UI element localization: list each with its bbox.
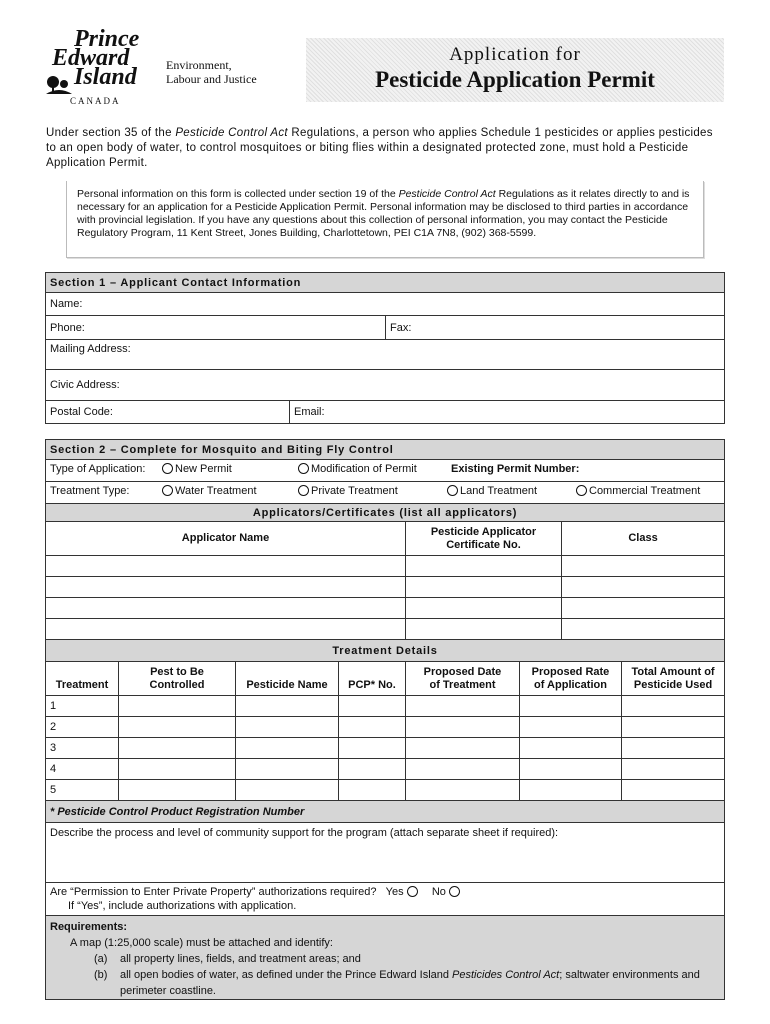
title-line-1: Application for: [449, 44, 581, 65]
pest-header: [119, 662, 236, 696]
date-cell[interactable]: [406, 759, 520, 780]
private-treatment-radio[interactable]: [298, 485, 309, 496]
rate-cell[interactable]: [520, 759, 622, 780]
land-treatment-label: Land Treatment: [460, 485, 538, 497]
pest-cell[interactable]: [119, 738, 236, 759]
proposed-date-header: [406, 662, 520, 696]
type-of-application-label: Type of Application:: [50, 463, 146, 475]
class-cell[interactable]: [562, 577, 725, 598]
phone-field[interactable]: Phone:: [46, 316, 386, 340]
total-cell[interactable]: [622, 780, 725, 801]
yes-radio[interactable]: [407, 886, 418, 897]
rate-cell[interactable]: [520, 696, 622, 717]
proposed-rate-header: [520, 662, 622, 696]
permission-question-text: Are “Permission to Enter Private Property” authorizations required?: [50, 886, 377, 898]
intro-paragraph: [46, 126, 722, 171]
logo-prince: Prince: [74, 26, 140, 52]
mailing-address-field[interactable]: Mailing Address:: [46, 340, 725, 370]
community-support-field[interactable]: Describe the process and level of community support for the program (attach separate sheet if required):: [46, 823, 725, 883]
requirement-a: [50, 951, 720, 967]
pesticide-cell[interactable]: [236, 780, 339, 801]
applicator-row: [46, 556, 725, 577]
dept-line-1: Environment,: [166, 58, 232, 72]
requirements-intro: A map (1:25,000 scale) must be attached and identify:: [70, 937, 333, 949]
date-cell[interactable]: [406, 780, 520, 801]
pest-cell[interactable]: [119, 780, 236, 801]
certificate-header-line2: Certificate No.: [446, 538, 521, 551]
treatment-header: Treatment: [46, 662, 119, 696]
logo-edward: Edward: [52, 45, 130, 71]
treatment-row: [46, 780, 725, 801]
date-cell[interactable]: [406, 717, 520, 738]
req-b-text: [120, 967, 720, 999]
total-cell[interactable]: [622, 759, 725, 780]
pest-header-line2: Controlled: [149, 678, 205, 691]
pesticide-cell[interactable]: [236, 717, 339, 738]
rate-header-line2: of Application: [534, 678, 607, 691]
pcp-cell[interactable]: [339, 738, 406, 759]
requirements-box: [46, 916, 725, 1000]
modification-radio[interactable]: [298, 463, 309, 474]
total-amount-header: [622, 662, 725, 696]
date-header-line2: of Treatment: [429, 678, 496, 691]
pesticide-cell[interactable]: [236, 759, 339, 780]
total-cell[interactable]: [622, 717, 725, 738]
rate-cell[interactable]: [520, 738, 622, 759]
req-b-label: (b): [94, 969, 108, 981]
commercial-treatment-option[interactable]: [576, 485, 700, 497]
department-name: [166, 58, 257, 86]
applicator-name-header: Applicator Name: [46, 522, 406, 556]
section1-table: [45, 272, 725, 424]
req-b-after: ; saltwater environments and perimeter coastline.: [120, 969, 700, 997]
class-cell[interactable]: [562, 556, 725, 577]
civic-address-field[interactable]: Civic Address:: [46, 370, 725, 401]
logo-canada: CANADA: [70, 96, 121, 106]
section2-heading: Section 2 – Complete for Mosquito and Biting Fly Control: [46, 440, 725, 460]
lighthouse-tree-icon: [44, 68, 74, 98]
treatment-row: [46, 696, 725, 717]
total-header-line2: Pesticide Used: [633, 678, 713, 691]
pest-cell[interactable]: [119, 696, 236, 717]
permission-note: If “Yes”, include authorizations with application.: [68, 900, 297, 912]
treatment-row: [46, 759, 725, 780]
pest-cell[interactable]: [119, 717, 236, 738]
rate-cell[interactable]: [520, 717, 622, 738]
commercial-treatment-label: Commercial Treatment: [589, 485, 701, 497]
permission-question: [50, 885, 720, 899]
pest-cell[interactable]: [119, 759, 236, 780]
private-treatment-option[interactable]: [298, 485, 398, 497]
treatment-details-heading: Treatment Details: [46, 640, 725, 662]
certificate-cell[interactable]: [406, 598, 562, 619]
land-treatment-radio[interactable]: [447, 485, 458, 496]
no-label: No: [431, 886, 446, 898]
title-line-2: Pesticide Application Permit: [375, 67, 655, 92]
modification-option[interactable]: [298, 463, 417, 475]
privacy-act: Pesticide Control Act: [398, 188, 496, 200]
req-a-label: (a): [94, 953, 108, 965]
intro-after: Regulations, a person who applies Schedule 1 pesticides or applies pesticides to an open body of water, to control mosquitoes or biting flies within a designated protected zone, must hold a Pesticide Application Permit.: [46, 127, 713, 169]
pesticide-cell[interactable]: [236, 696, 339, 717]
private-treatment-label: Private Treatment: [311, 485, 398, 497]
water-treatment-option[interactable]: [162, 485, 257, 497]
class-cell[interactable]: [562, 598, 725, 619]
total-cell[interactable]: [622, 696, 725, 717]
certificate-cell[interactable]: [406, 577, 562, 598]
certificate-cell[interactable]: [406, 619, 562, 640]
applicators-heading: Applicators/Certificates (list all applicators): [46, 504, 725, 522]
certificate-header-line1: Pesticide Applicator: [430, 525, 537, 538]
applicator-name-cell[interactable]: [46, 619, 406, 640]
water-treatment-label: Water Treatment: [175, 485, 257, 497]
pest-header-line1: Pest to Be: [150, 665, 204, 678]
class-cell[interactable]: [562, 619, 725, 640]
pesticide-name-header: Pesticide Name: [236, 662, 339, 696]
commercial-treatment-radio[interactable]: [576, 485, 587, 496]
treatment-number: 3: [46, 738, 119, 759]
pcp-cell[interactable]: [339, 759, 406, 780]
section2-table: [45, 439, 725, 1000]
new-permit-option[interactable]: [162, 463, 232, 475]
applicator-name-cell[interactable]: [46, 556, 406, 577]
applicator-row: [46, 598, 725, 619]
permission-row: [46, 883, 725, 916]
treatment-number: 1: [46, 696, 119, 717]
name-field[interactable]: Name:: [46, 293, 725, 316]
treatment-number: 2: [46, 717, 119, 738]
applicator-name-cell[interactable]: [46, 577, 406, 598]
treatment-row: [46, 717, 725, 738]
new-permit-label: New Permit: [175, 463, 232, 475]
applicator-name-cell[interactable]: [46, 598, 406, 619]
pcp-header: PCP* No.: [339, 662, 406, 696]
total-header-line1: Total Amount of: [631, 665, 715, 678]
dept-line-2: Labour and Justice: [166, 72, 257, 86]
no-radio[interactable]: [449, 886, 460, 897]
total-cell[interactable]: [622, 738, 725, 759]
pcp-cell[interactable]: [339, 717, 406, 738]
treatment-number: 5: [46, 780, 119, 801]
certificate-header: [406, 522, 562, 556]
rate-cell[interactable]: [520, 780, 622, 801]
date-cell[interactable]: [406, 696, 520, 717]
yes-label: Yes: [385, 886, 404, 898]
water-treatment-radio[interactable]: [162, 485, 173, 496]
requirement-b: [50, 967, 720, 999]
new-permit-radio[interactable]: [162, 463, 173, 474]
applicator-row: [46, 577, 725, 598]
rate-header-line1: Proposed Rate: [531, 665, 610, 678]
date-cell[interactable]: [406, 738, 520, 759]
pcp-cell[interactable]: [339, 780, 406, 801]
treatment-row: [46, 738, 725, 759]
existing-permit-number-field[interactable]: Existing Permit Number:: [451, 463, 580, 475]
req-b-before: all open bodies of water, as defined under the Prince Edward Island: [120, 969, 453, 981]
certificate-cell[interactable]: [406, 556, 562, 577]
applicator-row: [46, 619, 725, 640]
privacy-after: Regulations as it relates directly to and is necessary for an application for a Pesticide Application Permit. Personal information may be disclosed to third parties in accordance with provincial legislation. If you have any questions about this collection of personal information, you may contact the Pesticide Regulatory Program, 11 Kent Street, Jones Building, Charlottetown, PEI C1A 7N8, (902) 368-5599.: [77, 188, 690, 239]
land-treatment-option[interactable]: [447, 485, 537, 497]
req-a-text: all property lines, fields, and treatment areas; and: [120, 953, 361, 965]
requirements-heading: Requirements:: [50, 921, 128, 933]
date-header-line1: Proposed Date: [423, 665, 502, 678]
privacy-before: Personal information on this form is collected under section 19 of the: [77, 188, 399, 200]
class-header: Class: [562, 522, 725, 556]
logo-island: Island: [74, 64, 137, 90]
postal-code-field[interactable]: Postal Code:: [46, 401, 290, 424]
modification-label: Modification of Permit: [311, 463, 417, 475]
pcp-cell[interactable]: [339, 696, 406, 717]
section1-heading: Section 1 – Applicant Contact Information: [46, 273, 725, 293]
fax-field[interactable]: Fax:: [386, 316, 725, 340]
intro-act: Pesticide Control Act: [175, 127, 288, 139]
pcp-footnote: * Pesticide Control Product Registration Number: [46, 801, 725, 823]
treatment-number: 4: [46, 759, 119, 780]
treatment-type-label: Treatment Type:: [50, 485, 130, 497]
pesticide-cell[interactable]: [236, 738, 339, 759]
intro-before: Under section 35 of the: [46, 127, 176, 139]
privacy-notice: [66, 181, 704, 258]
req-b-act: Pesticides Control Act: [452, 969, 560, 981]
form-title: [306, 38, 724, 102]
email-field[interactable]: Email:: [290, 401, 725, 424]
